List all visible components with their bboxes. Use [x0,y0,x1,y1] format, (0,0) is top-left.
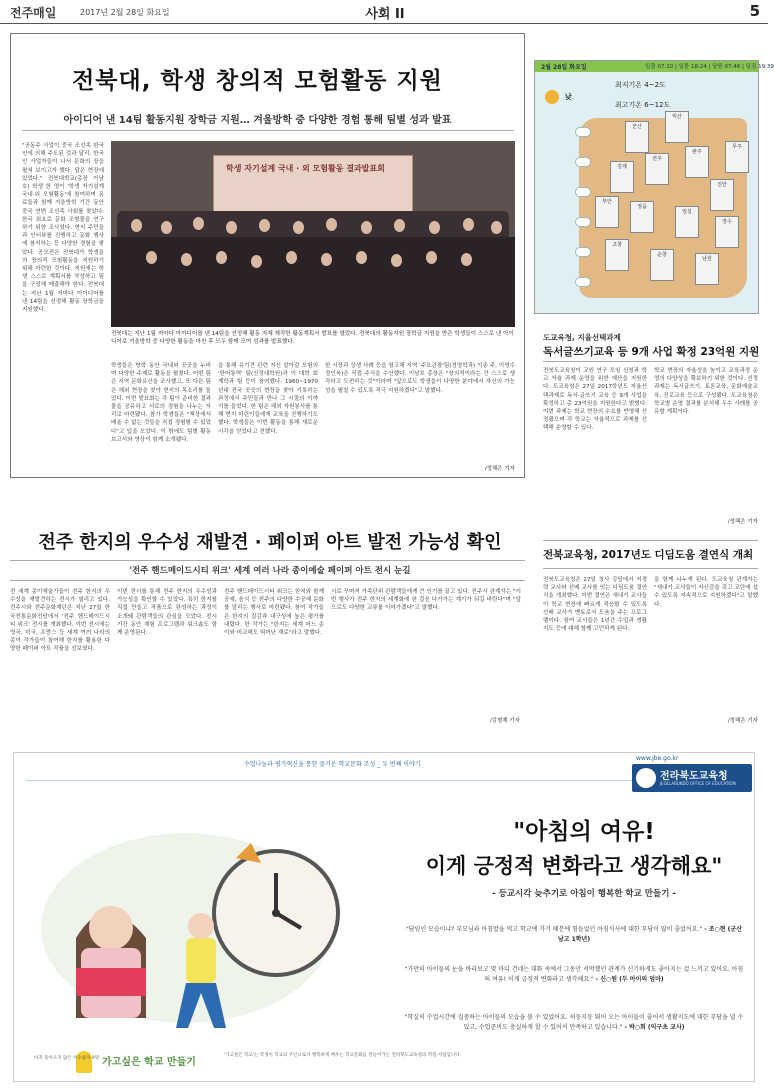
ad-quote-3-author: - 박○희 (익구초 교사) [624,1023,685,1031]
cloud-icon [575,157,591,167]
article-3-body-2: 학교 현장의 자율성을 높이고 교육과정 운영의 다양성을 확보하기 위한 것이다. 선정 과제는 독서글쓰기, 토론교육, 문화예술교육, 진로교육 등으로 구성됐다. 도교육청은 학교별 운영 결과를 분석해 우수 사례를 공유할 계획이다. [654,368,758,416]
ad-quote-2-text: "가만히 아이들의 눈을 바라보고 몇 마디 건네는 대화 속에서 그동안 서먹했던 관계가 신기하게도 좋아지는 걸 느끼고 있어요. 아침의 여유! 이게 긍정적 변화라고 생각해요." [404,966,744,983]
article-1-subhead: 아이디어 낸 14팀 활동지원 장학금 지원… 겨울방학 중 다양한 경험 통해 팀별 성과 발표 [63,115,452,126]
region-name: 고창 [612,242,622,248]
article-3-rule [543,361,758,362]
article-1-headline: 전북대, 학생 창의적 모험활동 지원 [72,68,443,94]
ad-org-logo [632,764,752,792]
section-title: 사회 II [365,7,405,22]
article-4-rule [543,568,758,569]
photo-crowd [111,237,515,327]
face [193,217,204,230]
ad-quote-2-author: - 신○원 (두 아이의 엄마) [595,975,664,983]
article-3-body-1: 전북도교육청이 교원 연구 모임 신청과 학교 자율 과제 운영을 위한 예산을 지원한다. 도교육청은 27일 2017학년도 자율선택과제로 독서·글쓰기 교육 등 9개 사업을 확정하고 총 23억원을 지원한다고 밝혔다. 이번 과제는 학교 현장의 수요를 반영해 선정됐으며 각 학교는 자율적으로 과제를 선택해 운영할 수 있다. [543,368,647,432]
ad-top-banner: 수업나눔과 평가혁신을 통한 즐거운 학교문화 조성 _ 두 번째 이야기 [244,761,421,768]
cloud-icon [575,187,591,197]
weather-daytime-label: 낮 [565,93,572,101]
region-name: 김제 [617,164,627,170]
article-1-photo [111,141,515,327]
face [181,253,192,266]
region-name: 완주 [692,149,702,155]
weather-max-temp: 최고기온 6~12도 [615,101,671,109]
girl-face [89,906,133,950]
ad-illustration [36,818,396,1043]
sun-icon [545,90,559,104]
cloud-icon [575,217,591,227]
article-2-body-4: 시로 꾸며져 가족단위 관람객들에게 큰 인기를 끌고 있다. 전주시 관계자는 "이번 행사가 전주 한지의 세계화에 한 걸음 다가가는 계기가 되길 바란다"며 "앞으로도 다양한 교류를 이어가겠다"고 말했다. [331,589,521,612]
ad-title-line-2: 이게 긍정적 변화라고 생각해요" [425,854,723,878]
face [216,251,227,264]
face [293,221,304,234]
face [286,251,297,264]
face [326,218,337,231]
ad-subtitle: - 등교시각 늦추기로 아침이 행복한 학교 만들기 - [492,889,676,899]
weather-panel [534,60,774,314]
ad-url: www.jbe.go.kr [636,755,679,762]
face [461,253,472,266]
ad-footer-ribbon-text: 아직 돌아오지 않은 미수습자 9명 [34,1056,100,1061]
ad-footer-slogan: 가고싶은 학교 만들기 [102,1057,196,1068]
article-1-rule [22,130,514,131]
region-name: 임실 [682,209,692,215]
face [146,251,157,264]
article-3-byline: /정해은 기자 [727,519,758,525]
face [226,221,237,234]
article-2-body-3: 전주 핸드메이드시티 위크는 한지와 함께 공예, 음식 등 전주의 다양한 수공예 문화를 알리는 행사로 마련됐다. 참여 작가들은 한지의 질감과 내구성에 높은 평가를 내렸다. 한 작가는 "한지는 세계 어느 종이와 비교해도 뛰어난 재료"라고 말했다. [224,589,324,637]
article-2-subhead: '전주 핸드메이드시티 위크' 세계 여러 나라 종이예술 페이퍼 아트 전시 눈길 [129,566,411,576]
face [391,254,402,267]
face [463,218,474,231]
region-name: 무주 [732,144,742,150]
region-name: 전주 [652,156,662,162]
article-1-byline: /정해은 기자 [484,466,515,472]
article-2-rule [10,560,525,561]
region-name: 장수 [722,219,732,225]
ad-title-line-1: "아침의 여유! [513,819,655,845]
cloud-icon [575,247,591,257]
cloud-icon [575,277,591,287]
region-name: 익산 [672,114,682,120]
ad-quote-3 [404,1013,744,1032]
book-icon [76,968,146,996]
publication-date: 2017년 2월 28일 화요일 [80,8,170,17]
clock-center [272,909,280,917]
article-4-body-2: 을 함께 나누게 된다. 도교육청 관계자는 "새내기 교사들이 자신감을 갖고 교단에 설 수 있도록 지속적으로 지원하겠다"고 말했다. [654,577,758,608]
region-name: 순창 [657,252,667,258]
face [361,221,372,234]
region-name: 군산 [632,124,642,130]
ad-footer [34,1051,484,1073]
ad-org-name: 전라북도교육청 [660,771,728,782]
event-banner-text: 학생 자기설계 국내 · 외 모험활동 결과발표회 [226,164,385,173]
article-4-byline: /정해은 기자 [727,718,758,724]
ad-quote-1-text: "담임인 모습이냐? 부모님과 아침밥을 먹고 학교에 가기 때문에 힘들었던 아침식사에 대한 부담이 많이 줄었어요." [406,926,703,933]
weather-min-temp: 최저기온 4~2도 [615,81,666,89]
emblem-icon [636,768,656,788]
weather-date: 2월 28일 화요일 [541,64,587,71]
face [394,219,405,232]
article-1-body-mid1: 학생들은 방학 동안 국내외 곳곳을 누비며 다양한 주제로 활동을 펼쳤다. 어떤 팀은 지역 문화유산을 조사했고, 또 다른 팀은 해외 현장을 찾아 현지의 목소리를 들었다. 이번 발표회는 각 팀이 준비한 결과물을 공유하고 서로의 경험을 나누는 자리로 마련됐다. 참가 학생들은 "책상에서 배울 수 없는 것들을 직접 경험할 수 있었다"고 입을 모았다. 이 밖에도 팀별 활동 보고서와 영상이 함께 소개됐다. [111,363,211,443]
article-1-body-left: "공동주 사업이 중국 조선족 한국인에 의해 주도된 것과 달리, 한국인 사업자들이 나서 문화의 장을 펼쳐 보이고자 했다. 답은 현장에 있었다." 전북대학교(총장 이남호) 학생 한 명이 '학생 자기설계 국내·외 모험활동'에 참여하며 동료들과 함께 겨울방학 기간 동안 중국 연변 조선족 사회를 찾았다. 한국 최초로 문화 조형물을 연구하기 위한 조사였다. 현지 주민들과 인터뷰를 진행하고 문화 행사에 참석하는 등 다양한 경험을 쌓았다. 공모전은 전북대가 학생들의 창의적 모험활동을 지원하기 위해 마련한 것이다. 지원에는 학생 스스로 계획서를 작성하고 팀을 구성해 제출해야 한다. 전북대는 지난 1월 저마다 아이디어를 낸 14팀을 선정해 활동 장학금을 지원했다. [22,143,104,314]
photo-caption: 전북대는 지난 1월 저마다 아이디어를 낸 14팀을 선정해 활동 자체 제작한 활동계획서 발표를 열었다. 전북대의 활동지원 장학금 지원을 받은 학생들이 스스로 낸 아이디어로 겨울방학 중 다양한 활동을 마친 후 모두 함께 모여 성과를 발표했다. [111,331,514,345]
face [161,221,172,234]
boy-face [188,913,214,939]
region-name: 정읍 [637,204,647,210]
ad-quote-2 [404,965,744,984]
face [321,253,332,266]
ad-quote-1-author: - 조○현 (군산남고 1학년) [557,926,742,943]
face [251,255,262,268]
weather-sun-times: 일출 07:10 | 일몰 18:24 | 달뜸 07:46 | 달짐 19:39 [645,64,774,70]
article-2-byline: /김형제 기자 [489,718,520,724]
publication-name: 전주매일 [10,6,57,20]
article-3-headline: 독서글쓰기교육 등 9개 사업 확정 23억원 지원 [543,346,760,358]
article-3-kicker: 도교육청, 지율선택과제 [543,333,621,342]
face [259,219,270,232]
region-name: 남원 [702,256,712,262]
face [491,221,502,234]
page-header [0,0,768,24]
article-2-body-2: 이번 전시를 통해 전주 한지의 우수성과 가능성을 확인할 수 있었다. 특히 한지를 직접 만들고 작품으로 완성하는 과정이 소개돼 관람객들의 관심을 모았다. 전시 기간 동안 체험 프로그램과 워크숍도 함께 운영된다. [117,589,217,637]
article-2-rule-bottom [10,580,525,581]
region-name: 진안 [717,182,727,188]
ad-footer-text: '가고싶은 학교'는 학생이 학교의 주인으로서 행복하게 배우는 학교문화를 만들어가는 전라북도교육청의 역점 사업입니다. [224,1053,461,1058]
ad-org-name-en: JEOLLABUKDO OFFICE OF EDUCATION [660,781,736,786]
boy-shirt [186,938,216,983]
face [131,219,142,232]
advertisement [13,752,755,1082]
ad-quote-3-text: "학실히 수업시간에 집중하는 아이들의 모습을 볼 수 있었어요. 허둥지둥 뛰어 오는 아이들이 줄어서 생활지도에 대한 부담을 덜 수 있고, 수업준비도 충실하게 할 수 있어서 만족하고 있습니다." [404,1014,744,1031]
article-2-headline: 전주 한지의 우수성 재발견 · 페이퍼 아트 발전 가능성 확인 [38,532,502,553]
article-4-headline: 전북교육청, 2017년도 디딤도움 결연식 개최 [543,549,754,561]
region-name: 부안 [602,199,612,205]
face [429,221,440,234]
weather-topbar [535,61,774,72]
article-4-rule-top [543,540,758,541]
face [426,251,437,264]
article-1-body-right: 한 시장과 상생 사례 등을 참고해 지역 '주요관광'팀(경영학과) 이송 주, 이영수 정인욱)은 직접 주식을 수산했다. 이남호 총장은 "창의적이라는 건 스스로 생각하고 도전하는 것"이라며 "앞으로도 학생들이 다양한 분야에서 자신의 가능성을 펼칠 수 있도록 적극 지원하겠다"고 말했다. [325,363,515,394]
page-number: 5 [749,2,760,20]
face [356,251,367,264]
ad-quote-1 [404,925,744,944]
article-2-body-1: 전 세계 종이예술가들이 전주 한지의 우수성을 재발견하는 전시가 열리고 있다. 전주시와 전주문화재단은 지난 27일 한국전통문화전당에서 '전주 핸드메이드시티 위크' 전시를 개최했다. 이번 전시에는 영국, 미국, 프랑스 등 세계 여러 나라의 종이 작가들이 참여해 한지를 활용한 다양한 페이퍼 아트 작품을 선보였다. [10,589,110,653]
article-4-body-1: 전북도교육청은 27일 청사 강당에서 저경력 교사와 선배 교사를 잇는 디딤도움 결연식을 개최했다. 이번 결연은 새내기 교사들이 학교 현장에 빠르게 적응할 수 있도록 선배 교사가 멘토로서 도움을 주는 프로그램이다. 참여 교사들은 1년간 수업과 생활지도 등에 대해 함께 고민하게 된다. [543,577,647,633]
article-1-body-mid2: 을 통해 유기견 관련 자신 알아갈 모험의 '한어통역' 팀(신정대학원)과 이 대학 회계학과 팀 등이 참여했다. 1960~1970년대 전국 곳곳의 현장을 찾아 기록하는 과정에서 주민들과 만나 그 시절의 이야기를 들었다. 한 팀은 해외 자원봉사를 통해 현지 어린이들에게 교육을 진행하기도 했다. 학생들은 이번 활동을 통해 새로운 시각을 얻었다고 전했다. [218,363,318,435]
cloud-icon [575,127,591,137]
